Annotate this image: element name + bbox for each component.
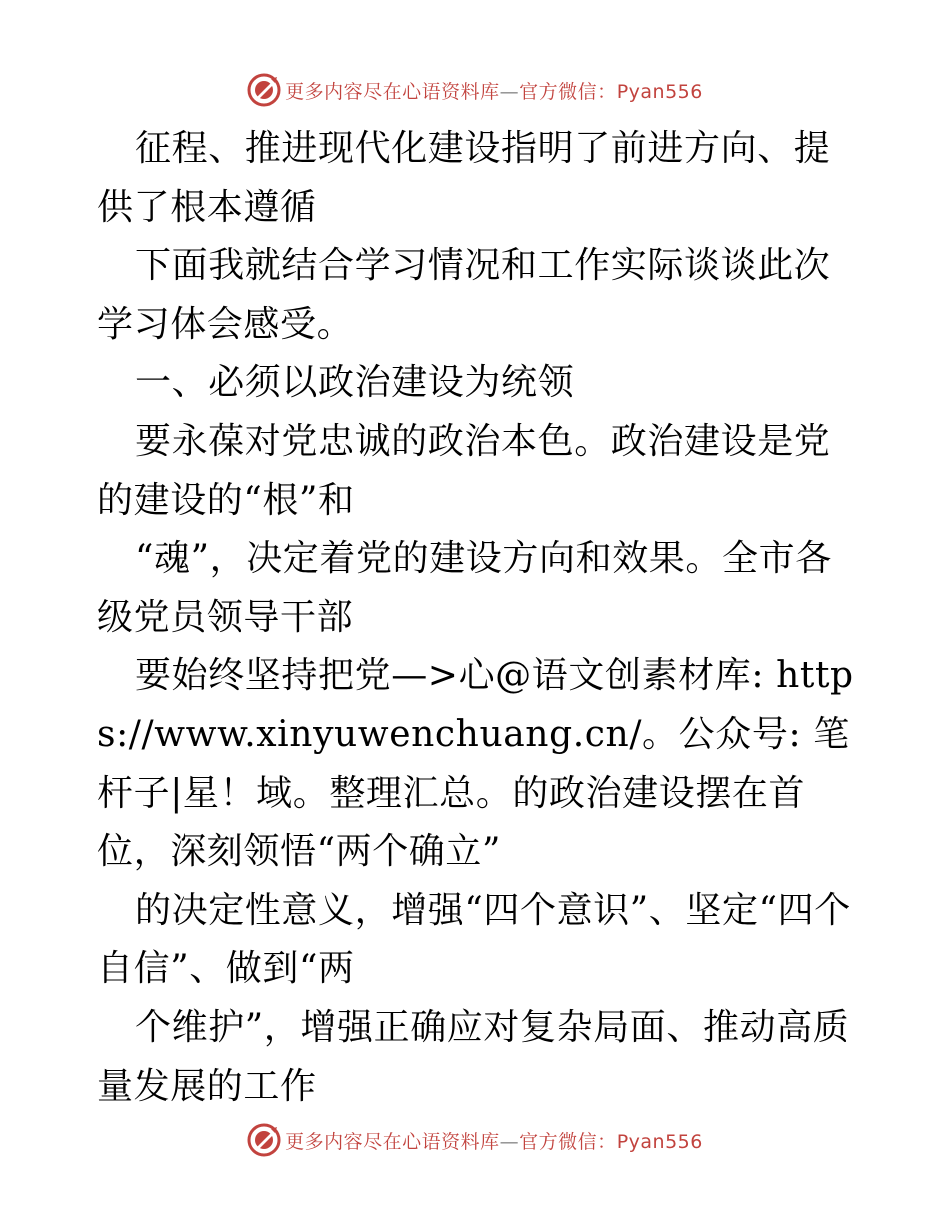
paragraph: 要始终坚持把党—>心@语文创素材库: https://www.xinyuwenchuang.cn/。公众号: 笔杆子|星！域。整理汇总。的政治建设摆在首位，深刻领悟“两个确立” [97, 655, 854, 873]
paragraph: 征程、推进现代化建设指明了前进方向、提供了根本遵循 [97, 128, 831, 228]
banner-wechat-id: Pyan556 [616, 80, 703, 103]
banner-wechat-id: Pyan556 [616, 1130, 703, 1153]
paragraph: 的决定性意义，增强“四个意识”、坚定“四个自信”、做到“两 [97, 889, 851, 990]
paragraph: 要永葆对党忠诚的政治本色。政治建设是党的建设的“根”和 [97, 420, 831, 521]
header-banner [0, 70, 950, 110]
section-heading: 一、必须以政治建设为统领 [135, 362, 575, 404]
footer-banner [0, 1120, 950, 1160]
banner-text [285, 77, 703, 104]
banner-dash: — [499, 80, 520, 103]
banner-text [285, 1127, 703, 1154]
banner-main-text: 更多内容尽在心语资料库 [285, 80, 500, 103]
paragraph: “魂”，决定着党的建设方向和效果。全市各级党员领导干部 [97, 538, 832, 638]
document-body [97, 120, 857, 1116]
banner-official-label: 官方微信： [519, 1130, 617, 1153]
banner-dash: — [499, 1130, 520, 1153]
paragraph: 下面我就结合学习情况和工作实际谈谈此次学习体会感受。 [97, 245, 831, 345]
brand-logo-icon [247, 1123, 281, 1157]
paragraph: 个维护”，增强正确应对复杂局面、推动高质量发展的工作 [97, 1006, 850, 1107]
banner-main-text: 更多内容尽在心语资料库 [285, 1130, 500, 1153]
brand-logo-icon [247, 73, 281, 107]
banner-official-label: 官方微信： [519, 80, 617, 103]
